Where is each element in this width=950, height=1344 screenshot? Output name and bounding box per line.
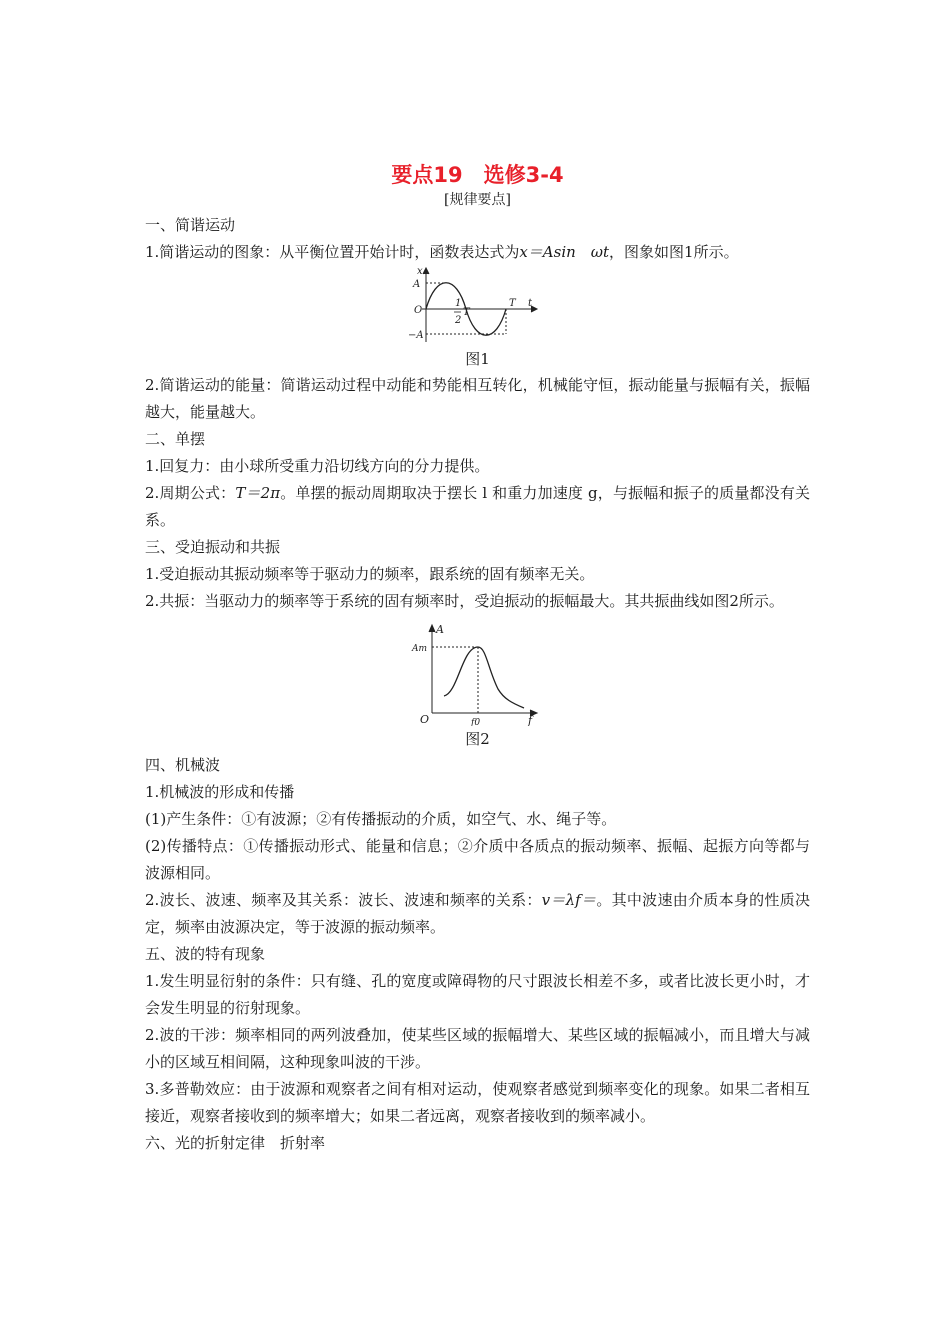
paragraph-4-3: (2)传播特点：①传播振动形式、能量和信息；②介质中各质点的振动频率、振幅、起振方向等都与波源相同。: [145, 837, 810, 882]
page-subtitle: [规律要点]: [444, 192, 511, 208]
fig1-half-den: 2: [454, 315, 461, 326]
paragraph-1-2: 2.简谐运动的能量：简谐运动过程中动能和势能相互转化，机械能守恒，振动能量与振幅有关，振幅越大，能量越大。: [145, 376, 810, 421]
fig1-negA-label: −A: [407, 330, 424, 341]
fig1-O-label: O: [413, 305, 422, 316]
fig1-halfT-label: T: [462, 307, 470, 318]
paragraph-4-4: 2.波长、波速、频率及其关系：波长、波速和频率的关系：v＝λf＝。其中波速由介质本身的性质决定，频率由波源决定，等于波源的振动频率。: [145, 891, 810, 936]
section-heading-2: 二、单摆: [145, 430, 206, 448]
figure-2-caption: 图2: [465, 730, 490, 748]
formula-shm: x＝Asin ωt: [519, 243, 610, 261]
document-page: [145, 160, 810, 1157]
fig2-Am-label: Am: [411, 644, 427, 654]
paragraph-2-1: 1.回复力：由小球所受重力沿切线方向的分力提供。: [145, 457, 490, 475]
fig2-O-label: O: [419, 713, 429, 726]
paragraph-2-2: 2.周期公式：T＝2π。单摆的振动周期取决于摆长 l 和重力加速度 g，与振幅和振子的质量都没有关系。: [145, 484, 810, 529]
paragraph-5-3: 3.多普勒效应：由于波源和观察者之间有相对运动，使观察者感觉到频率变化的现象。如果二者相互接近，观察者接收到的频率增大；如果二者远离，观察者接收到的频率减小。: [145, 1080, 810, 1125]
fig2-f0-label: f0: [470, 718, 480, 726]
formula-wave: v＝λf＝: [541, 891, 597, 909]
paragraph-5-1: 1.发生明显衍射的条件：只有缝、孔的宽度或障碍物的尺寸跟波长相差不多，或者比波长更小时，才会发生明显的衍射现象。: [145, 972, 810, 1017]
fig2-A-label: A: [435, 623, 444, 636]
section-heading-6: 六、光的折射定律 折射率: [145, 1134, 326, 1152]
section-heading-5: 五、波的特有现象: [145, 945, 266, 963]
fig1-half-num: 1: [454, 298, 461, 309]
figure-1-caption: 图1: [465, 350, 490, 368]
fig1-T-label: T: [508, 298, 516, 309]
formula-pendulum: T＝2π: [235, 484, 281, 502]
page-title: 要点19 选修3-4: [391, 163, 564, 187]
shm-graph-svg: [408, 266, 548, 346]
section-heading-3: 三、受迫振动和共振: [145, 538, 281, 556]
paragraph-3-2: 2.共振：当驱动力的频率等于系统的固有频率时，受迫振动的振幅最大。其共振曲线如图2所示。: [145, 592, 784, 610]
paragraph-5-2: 2.波的干涉：频率相同的两列波叠加，使某些区域的振幅增大、某些区域的振幅减小，而且增大与减小的区域互相间隔，这种现象叫波的干涉。: [145, 1026, 810, 1071]
paragraph-4-1: 1.机械波的形成和传播: [145, 783, 295, 801]
section-heading-1: 一、简谐运动: [145, 216, 236, 234]
fig2-f-label: f: [527, 714, 532, 726]
fig1-t-label: t: [527, 298, 532, 309]
resonance-graph-svg: [408, 621, 548, 726]
figure-2-resonance-curve: [145, 621, 810, 726]
paragraph-1-1: 1.简谐运动的图象：从平衡位置开始计时，函数表达式为x＝Asin ωt，图象如图1所示。: [145, 243, 739, 261]
paragraph-3-1: 1.受迫振动其振动频率等于驱动力的频率，跟系统的固有频率无关。: [145, 565, 595, 583]
fig1-A-label: A: [412, 279, 420, 290]
fig1-x-label: x: [416, 266, 423, 277]
paragraph-4-2: (1)产生条件：①有波源；②有传播振动的介质，如空气、水、绳子等。: [145, 810, 617, 828]
figure-1-shm-graph: [145, 266, 810, 346]
section-heading-4: 四、机械波: [145, 756, 221, 774]
